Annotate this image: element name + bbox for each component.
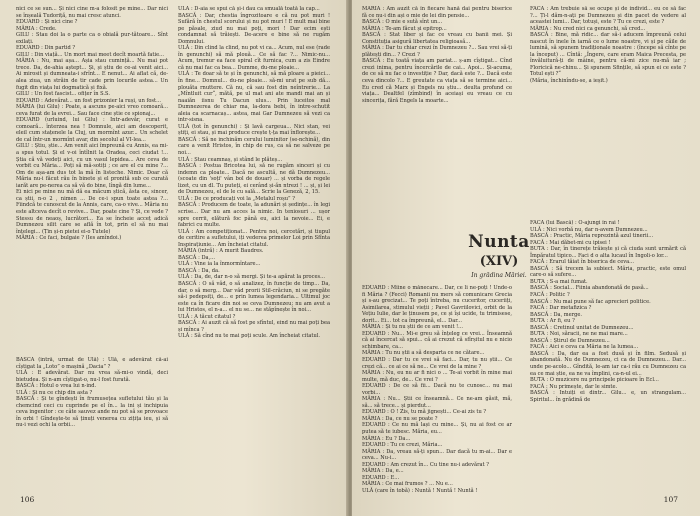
page-number-right: 107 [663, 495, 678, 504]
left-col2-paragraph: BASCĂ : Da,... [178, 254, 216, 261]
right-column-1-bottom [362, 285, 512, 495]
right-col_extra-paragraph: MĂRIA : Da, e... [362, 468, 404, 475]
right-col_extra-paragraph: EDUARD : Am crezut în... Cu tine nu-i adevărat ? [362, 461, 489, 468]
right-col1-top-paragraph: MĂRIA : Te-am făcut și epitrop... [362, 25, 447, 32]
right-col2-bottom-paragraph: BASCĂ : Practic, Măria reprezintă azul tinerii... [530, 233, 654, 240]
left-col1-paragraph: GILU : Un fost fascist... ofițer în S.S. [16, 91, 110, 98]
scene-number: (XIV) [479, 254, 519, 269]
right-col2-bottom-paragraph: FACĂ : Erarul tăiat în biserica de ceva... [530, 259, 635, 266]
left-col2-paragraph: ULĂ : Din clind la clind, nu pot vi ca... Acum, nul ese (rade în genunchi) să mă plouă... Ce să fac ?... Nimic-nu... Acum, tremur ea face spiral cît furnica, cum a zis Eindre că nu mai fac ca bea... Dumme, du-me ploaie... [178, 45, 330, 71]
left-col2-paragraph: BASCĂ : Da, da. [178, 267, 220, 274]
right-col2-bottom-paragraph: FACĂ (lui Bască) : O-ajungi în rai ! [530, 220, 620, 226]
left-col2-paragraph: ULĂ : Să cînd nu te mai poți scule. Am încheiat citatul. [178, 333, 320, 340]
right-col2-bottom-paragraph: FACĂ : Mai dăbet-mi cu ipisei ! [530, 239, 611, 246]
right-col1_bottom2-paragraph: EDUARD : Nu... Mi-e greu să înțeleg ce vrei... Înseamnă că ai încercat să spui... că ai crezut că sfîrșitul nu e nicio schimbare, ca... [362, 330, 512, 350]
left-col1-paragraph: MĂRIA : Crede. [16, 25, 57, 32]
left-col2-paragraph: BASCĂ : O să văd, o să analizez, în funcție de timp... Da, dar, o să merg... Dar văd prorii Stil-crăciun, ni se pregăte să-i pedepsiți, de... e prin lumea legendaria... Ultimul joc este ca în ficare din noi se ceva Dumnezeu; nu am avut a lui Hristos, el n-a... el nu se... ne stăpînește în noi... [178, 280, 330, 314]
right-col1-top-paragraph: BASCĂ : Eu toată viața am pariat... ș-am cîștigat... Cînd crezi inima, pentru încercările de cai... Apoi... Și-acuma, de ce să nu fac o investiție ? Dar, dacă este ?... Dacă este ceva dincolo ?... E greutate ca viața să se termine aici... Eu cred că Marx și Engels nu știu... deulta profund ce viața... Dealtfel (zîmbind) în aceiași eu vreau ce cu sincerița, fără Engels la moarte... [362, 58, 512, 104]
right-col2-bottom-paragraph: BASCĂ : Să trecem la subiect. Măria, practic, este omul care-o să sufere... [530, 265, 686, 279]
left-col2-paragraph: BASCĂ : Dar, chestia îngrozitoare e că nu pot muri ! Sufără în chestul scorului și nu pot muri ! E mult mai bine pe păsale, ziud nu mai poți, mori ! Dar ecim ești condamnat să trăiești. De-acere e bine să ne rugăm Domnului. [178, 12, 330, 45]
left-col1b-paragraph: ULĂ : E adevărat. Dar nu vrea să-mi-o vindă, deci bietudea. Și n-am cîștigat-o, nu-l fost furată. [16, 370, 168, 383]
right-col2-top-paragraph: FACĂ : Am trebuie să se ocupe și de individ... eu ce să fac ?... Ți-l dăm-n-ați pe Dumnezeu și din pacet de vedere al aceastei lumi... Dar, totuși, este ? Tu ce crezi, este ? [530, 6, 686, 26]
right-col2-bottom-paragraph: FACĂ : Nu primește, dar le simte. [530, 383, 618, 390]
right-column-1-top [362, 6, 512, 104]
left-col2-paragraph: ULĂ : A tăcut citatul ? [178, 313, 236, 320]
right-col2-bottom-paragraph: ULĂ : Nici vorbă nu, dar n-avem Dumnezeu... [530, 226, 648, 233]
left-col2-paragraph: ULĂ : D-aia se spui că și-i dau ca smuală toată la cap... [178, 6, 320, 12]
right-page [352, 0, 700, 516]
left-col2-paragraph: BASCĂ : Postua Bricotea lui, să ne rugăm sinceri și cu indemn ca ploate... Dacă ne ascultă, ne dă Dumnezeu... (scoate din 'soți' vân bol de douar) ... și vorba de regele lizet, cu un dl. Tu puteți, ei cerând și-ăn ntrezi ! ... și, și lei de Dumnezeu, el de le cu sală... Scrie la Geneză, 2, 15. [178, 163, 330, 196]
right-column-2-top [530, 6, 686, 85]
right-col1_bottom2-paragraph: EDUARD : O ! Zis, tu mă jignești... Ce-ai zis tu ? [362, 409, 487, 416]
right-col_extra-paragraph: EDUARD : E... [362, 474, 400, 481]
right-col1_bottom2-paragraph: MĂRIA : Și tu nu știi de ce am venit !... [362, 324, 464, 331]
right-col1-top-paragraph: BASCĂ : Stat liber și fac ce vreau cu banii mei. Și Constituția asigură libertatea religioasă... [362, 32, 512, 45]
left-col1-paragraph: Ei nici pe mine nu mă dă ea măcum ștică, ăsta ce, sincer, ca știi, n-o 2 , nimen ... De ce-i spun toate astea ?... Fiindcă te cunoscut de la Annis, care, ca-o vive... Măria nu este altceva decît o revive... Dar, poate cine ? Și, ce vede ? Stessu de neaoș, lucrători... Ea se încheie acceț adică Dumnezeu silit care se află în tot, prin el să nu mai înțelegi... (Țin și-n pietei ei-o Tutele) [16, 189, 168, 235]
right-col2-bottom-paragraph: BASCĂ : Intuiți ei dintr... Gilu... e, un strangulam... Spiritul... în grădină de [530, 390, 686, 403]
left-col2-paragraph: BASCĂ : Ai auzit că să fost pe sfîntul, eind nu mai poți bea și mînca ? [178, 320, 330, 333]
right-col2-bottom-paragraph: FACĂ : Politic ? [530, 292, 570, 299]
right-col1-top-paragraph: MĂRIA : Am auzit că în fiecare hană dai pentru biserice fă ce nu-i din ași o mie de lei din pensie... [362, 6, 512, 19]
right-col2-top-paragraph: BASCĂ : Bine, mă ridic... dar să-i aducem împreună celui nascut în inele în iarnă ce o lume noastre, vi și pe căile de lumină, să spunem tradiționale noastre : (începe să cînte pe la început) ... Cîntă: „Îngere, care eram Maica Precesta, pe învăluitură-ți de mâine, pentru că-mi zice nu-mă iar ; Floricică ne-chinu... Și spunem Sfințile, să spun ei ce este ? Totul ești ?“ [530, 32, 686, 78]
right-col_extra-paragraph: MĂRIA : Da, vreau să-ți spun... Dar dacă tu m-ai... Dar e ceva... Nu-i... [362, 448, 512, 462]
right-col1_bottom2-paragraph: EDUARD : Dar tu ce vrei să faci... Dar, tu nu știi... Ce crezi că... ce ai ce să ne... Ce vrei de la mine ? [362, 357, 512, 370]
right-col2-bottom-paragraph: BASCĂ : Cretinul unitat de Dumnezeu... [530, 324, 634, 331]
right-column-2-bottom [530, 220, 686, 403]
left-col2-paragraph: ULĂ : Te doar să te și în genunchi, să mă ploare a pieici... în fine... Domnul... du-ne ploaie... să-mi urat pe sub dă... plouăta rnuttere. Că nu, că sau fost din neîntrerie... La „Mîntluit cur“, mătă, pe ul mat ani ate mandi mai an și naaiăn iisnu Tu Dacun ulus... Prin luceitos mal Dumnezerea de chiar ma, la-dora bebi, în intre-schutit aleia ca scarnacaș... astea, mai Gar Dumnezeu să vezi ca intr-sisna. [178, 71, 330, 124]
right-col2-bottom-paragraph: FACĂ : Aici e ceva ca Măria ne la lumea... [530, 344, 639, 351]
left-page [0, 0, 348, 516]
right-col1_bottom2-paragraph: EDUARD : De ce să fii... Dacă nu te cunosc... nu mai vorbi... [362, 383, 512, 396]
right-col2-bottom-paragraph: BUTA : Dar, în tinerețe trăiește și că ciuda sunt urmărit că Împăratul tipico... Faci d o alta lucaul în Ingoli-o lor... [530, 246, 686, 259]
left-col2-paragraph: BASCĂ : Să ne inchinăm cerului luminitor (se-nchină), din care a venit Hristos, în chip de rus, ca să ne salveze pe noi... [178, 136, 330, 157]
left-col1b-paragraph: ULĂ : Și nu ce chip din asta ? [16, 389, 93, 396]
left-column-1 [16, 6, 168, 242]
left-col2-paragraph: MĂRIA (intră) : A murit Baudres. [178, 248, 264, 255]
left-col1-paragraph: nici ce se sun... Și nici cine m-a folosit pe mine... Dar nici se înșeală Tudoriță, nu mai cresc atunci. [16, 6, 168, 19]
scene-title: Nunta [468, 232, 530, 252]
left-column-1-bottom [16, 357, 168, 429]
right-col2-bottom-paragraph: BASCĂ : Știrul de Dumnezeu... [530, 337, 610, 344]
left-col2-paragraph: ULĂ : Vine ia la înmormîntare... [178, 261, 261, 268]
right-col1_bottom2-paragraph: MĂRIA : Nu, eu nu ar fi nici o ... Te-ai vorbit în mine mai multe, mă duc, de... Ce vrei ? [362, 370, 512, 383]
right-col2-bottom-paragraph: BASCĂ : Da, dar ea a fost dusă și în film. Sedusă și abandonată. Nu de Dumnezeu, ci ca de Dumnezeu... Dar... unde pe-acolo... Gîndită, le-am iar ca-i rău cu Dumnezeu ca ea ce mai știe, ea ne va împlini, ca-n-ul ei... [530, 350, 686, 377]
left-col1-paragraph: EDUARD (urluind, lui Gilu) : Intr-adevăr, curat e comoară... înterzea nea ! Domnule, aici am descoperit, eleil cum stațenele la Cluj, un mormînt azur... Un schelet de cal într-un mormînt avar, din secolul al VI-lea... [16, 117, 168, 143]
left-col1-paragraph: GILU : Din viață... Un mort mai meet decît moartă fatie... [16, 51, 164, 58]
right-col_extra-paragraph: EDUARD : Tu ce crezi, Măria... [362, 442, 443, 449]
left-col1-paragraph: EDUARD : Și nici cine ? [16, 19, 78, 26]
left-col1-paragraph: GILU : Știu, știe... Am venit aici împreună cu Annis, ea mi-a spus totul. Și el v-oi întîlnit la Oradea, ceci ciudat !... Știa că vă vedeți aici, cu un vasul lepidea... Are ceva de vorbit cu Măria... Poți să mă-sotiți ; ce are el cu mine ?... Om de așa-am dus tot la mă în listeche. Nimic. Doar că Măria nu-i făcut rău în binete și el pronită sub ce curată iarăt are pe-nerea ca să vă do bine, lîngă din lume... [16, 143, 168, 189]
right-col1-bottom-paragraph: EDUARD : Mîine o mănecare... Dar, ce li ne-poți ! Unde-o fi Măria ? (Fecci) Romanii nu mers să comunicare Grecia și s-au grecizat... Te poți întreba, nu cuceritor, cuceriiți, Asimilarea, stimulul vieții ; Pavel Gavriilovici, orbit de la Vețiu Iulie, dar le ținusem pe, ce și își ucide, tu trimisese, dorit... Ei... tot ca împreună, el... Dar... [362, 285, 512, 324]
left-col2-paragraph: ULĂ : Stau ceamnaș, și stând le plăteș... [178, 156, 283, 163]
left-col2-paragraph: ULĂ : Am competiționat... Pentru noi, cercetări, și tiupul de ceritire a sufletului, iți vederea primelor Loi prin Sfînta Inspirațiunie... Am încheiat citatul. [178, 228, 330, 248]
right-col2-top-paragraph: MĂRIA : Nu cred nici ca genunchi, să cred... [530, 25, 646, 32]
left-col1-paragraph: GILU : Stau doi la o parte ca o obială pur-tătoare... Sînt exilați. [16, 32, 168, 45]
right-col1_bottom2-paragraph: MĂRIA : Tu nu știi a să desparta ce ne cătare... [362, 350, 485, 357]
left-col1-paragraph: EDUARD : Din partid ? [16, 45, 76, 52]
right-col1_bottom2-paragraph: MĂRIA : Da, ce nu se poate ? [362, 415, 438, 422]
right-col2-bottom-paragraph: FACĂ : Dar metafizica ? [530, 305, 592, 312]
right-col_extra-paragraph: MĂRIA : Eu ? Da... [362, 435, 411, 442]
page-number-left: 106 [20, 495, 35, 504]
right-col2-bottom-paragraph: BASCĂ : Da, merge. [530, 311, 582, 318]
right-col2-top-paragraph: (Măria, închinîndu-se, a ieșit.) [530, 78, 608, 85]
right-col2-bottom-paragraph: BASCĂ : Nu mai pune să fac aprecieri politice. [530, 298, 651, 305]
right-col1_bottom2-paragraph: EDUARD : Ce nu mă lași cu mine... Și, nu ai fost ce ar putea să te iubesc. Măria, eu... [362, 422, 512, 436]
right-col_extra-paragraph: ULĂ (care în tobă) : Nuntă ! Nuntă ! Nuntă ! [362, 487, 478, 494]
left-col1-paragraph: MĂRIA : Nu, mai așa... Așia stau cumință... Nu mai pot trece. Da, de-ahia aștept... Și, și știu de ce-ai venit aici... Ai mirosit și dumneata-i sfrînt... E nenut... Ai aflat că, de-alea ziua, un străin de tir cade prin locurile astea... Un fugit din viața lui dogmatică și fixă. [16, 58, 168, 91]
right-col1_bottom2-paragraph: MĂRIA : Nu... Știi ce înseamnă... Ce ne-am găsit, mă, să... să trece... și pierdut... [362, 396, 512, 409]
left-col1b-paragraph: BASCĂ (intră, urmat de Ulă) : Ulă, e adevărat că-ai cîștigat la „Loto” o mașină „Dacia” ? [16, 357, 168, 370]
right-col2-bottom-paragraph: BUTA : S-a mai fumat. [530, 278, 588, 285]
left-col2-paragraph: ULĂ : Da, de, dar n-o să mergi. Și te-a apărat la proces... [178, 274, 325, 281]
right-col2-bottom-paragraph: BUTA : Noi, săracii, ne ne mai mare... [530, 331, 628, 338]
left-col1b-paragraph: BASCĂ : Hotul o vrea lui n-ind. [16, 383, 97, 390]
right-col2-bottom-paragraph: BUTA : Ar fi, eu ? [530, 318, 575, 325]
left-col2-paragraph: BASCĂ : Producem de toate, la adunări și ședințe... în legi scrise... Dar nu am acces la nimic. In teniosuri ... ușor spre cerrii, elătură foc până eu, aici la nevoie... Ei, e fabrici cu multe. [178, 202, 330, 229]
left-col1-paragraph: MĂRIA (lui Gilu) : Poate, a ascuns pe-aici vreo comoară... ceva furat de la evrei... Sau face cine știe ce spionaj... [16, 104, 168, 117]
right-col2-bottom-paragraph: BUTA : O muzicere nu principele picioare în Ecl... [530, 377, 659, 384]
right-col1-top-paragraph: BASCĂ : O mie e sută sînt un... [362, 19, 443, 26]
left-col1-paragraph: EDUARD : Adevărat... un fost prizonier la ruși, un fost... [16, 97, 161, 104]
left-col1b-paragraph: BASCĂ : Și te gîndești în frumusețea sufletului tău și la chemcind ceci cu cuprinde pe el în... la ini și inchipuia ceva ingenitor : ce câte sauvez ande nu pot să se provoace în orbi ! Gîndește-te să ținuți venerea cu zițița ieu, și să nu-i vezi ochi la orbii... [16, 396, 168, 429]
left-col2-paragraph: ULĂ (tot în genunchi) : Și lavă cargeua... Nici stan, vei știți, ei stau, și mai produce crește ț-ța mai înflorește... [178, 123, 330, 137]
left-col2-paragraph: ULĂ : De ce producați voi la „Metalul roșu” ? [178, 195, 295, 202]
right-col2-bottom-paragraph: BASCĂ : Social... Fiinia abandonată de pasă... [530, 285, 649, 292]
left-column-2 [178, 6, 330, 340]
left-col1-paragraph: MĂRIA : Ce faci, bulgaie ? (Ies amîndoi.) [16, 235, 122, 242]
right-col_extra-paragraph: MĂRIA : Ce mai frumos ? ... Nu e... [362, 481, 453, 488]
right-col1-top-paragraph: MĂRIA : Dar tu chiar crezi în Dumnezeu ?... Sau vrei să-ți plătești din... ? Crezi ? [362, 45, 512, 58]
scene-setting: In grădina Măriei. [471, 272, 527, 279]
